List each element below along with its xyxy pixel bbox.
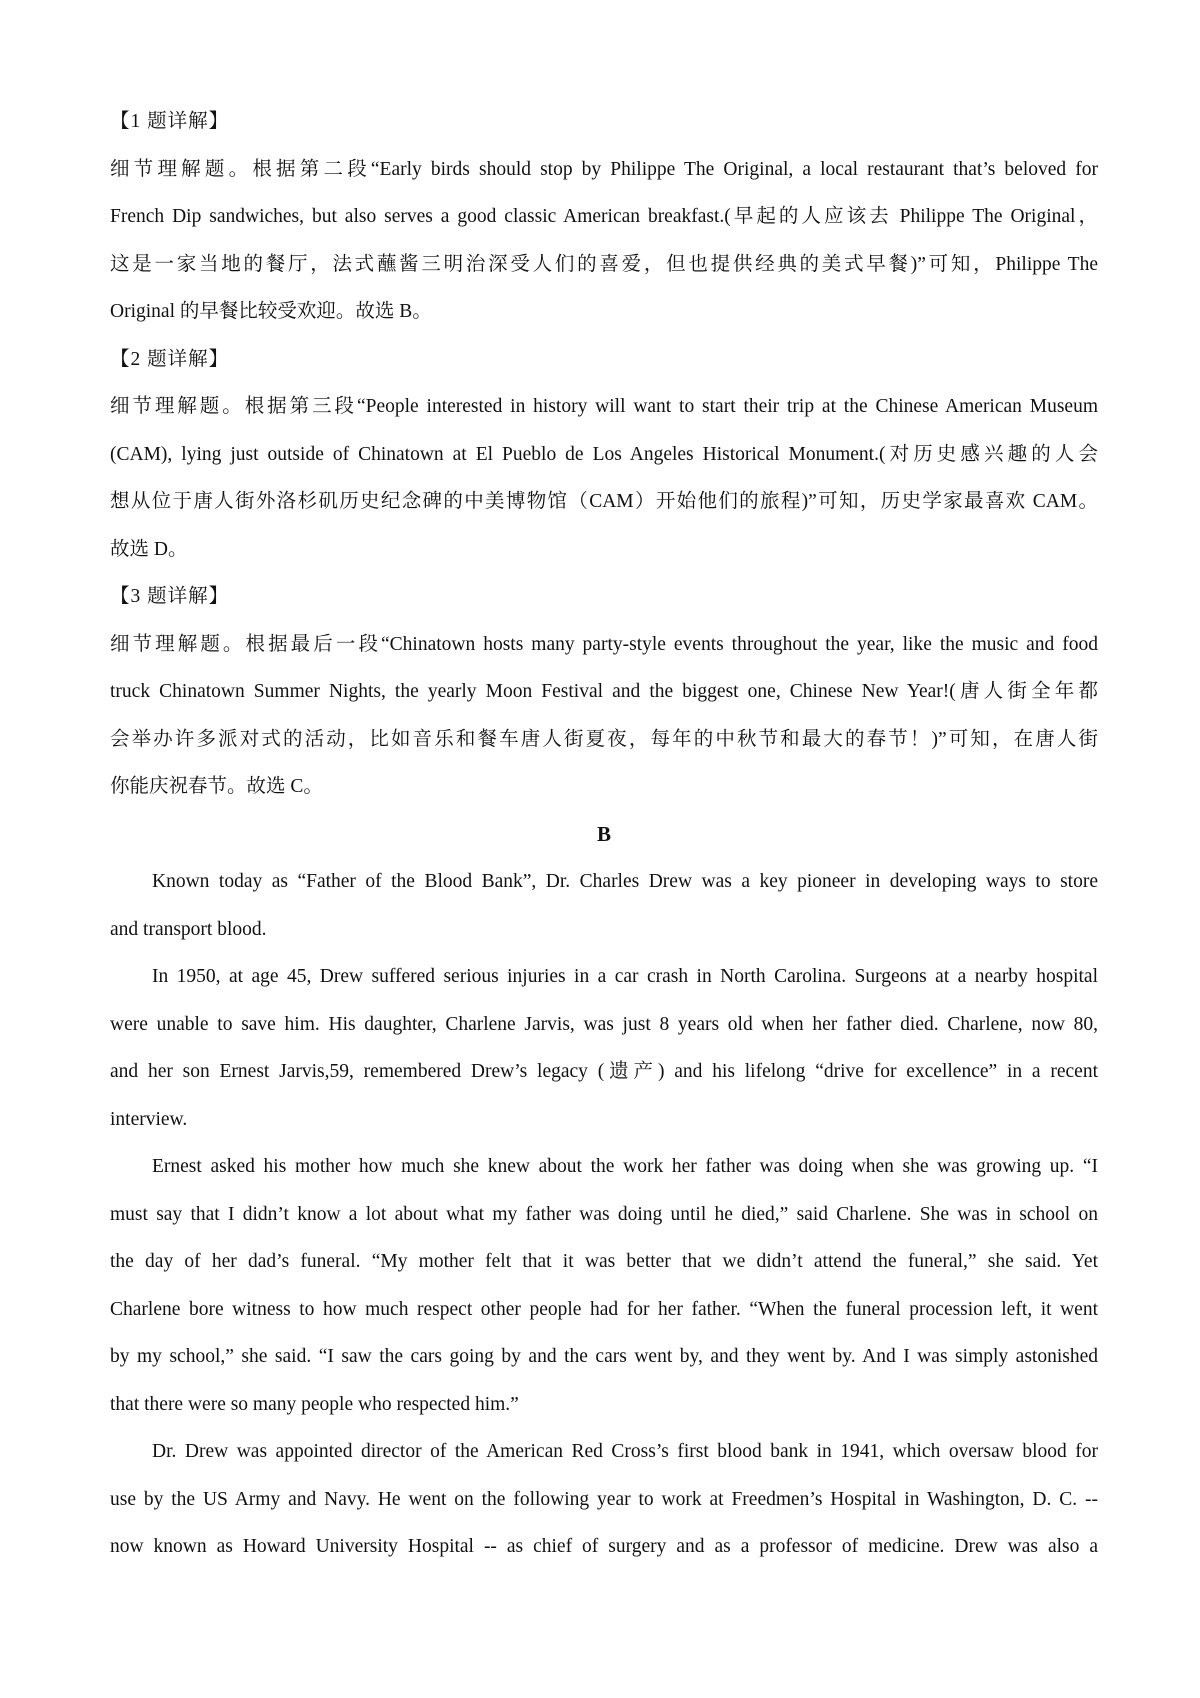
paragraph-line: Dr. Drew was appointed director of the American Red Cross’s first blood bank in 1941, which oversaw blood for — [152, 1441, 1098, 1462]
paragraph-line: must say that I didn’t know a lot about what my father was doing until he died,” said Charlene. She was in school on — [110, 1203, 1098, 1225]
explanation-line: truck Chinatown Summer Nights, the yearly Moon Festival and the biggest one, Chinese New Year!(唐人街全年都 — [110, 681, 1098, 702]
passage-paragraph-4 — [110, 1428, 1098, 1571]
paragraph-line: now known as Howard University Hospital -- as chief of surgery and as a professor of medicine. Drew was also a — [110, 1536, 1098, 1557]
passage-paragraph-1 — [110, 858, 1098, 953]
paragraph-line: by my school,” she said. “I saw the cars going by and the cars went by, and they went by. And I was simply astonished — [110, 1346, 1098, 1367]
explanation-3 — [110, 573, 1098, 811]
explanation-heading: 【2 题详解】 — [110, 348, 230, 370]
paragraph-line: interview. — [110, 1108, 188, 1130]
paragraph-line: that there were so many people who respected him.” — [110, 1393, 519, 1415]
explanation-line: 想从位于唐人街外洛杉矶历史纪念碑的中美博物馆（CAM）开始他们的旅程)”可知，历史学家最喜欢 CAM。 — [110, 491, 1098, 512]
paragraph-line: the day of her dad’s funeral. “My mother felt that it was better that we didn’t attend the funeral,” she said. Yet — [110, 1251, 1098, 1272]
explanation-line: (CAM), lying just outside of Chinatown at El Pueblo de Los Angeles Historical Monument.(对历史感兴趣的人会 — [110, 443, 1098, 465]
paragraph-line: Charlene bore witness to how much respect other people had for her father. “When the funeral procession left, it went — [110, 1298, 1098, 1320]
explanation-line: 细节理解题。根据第三段“People interested in history will want to start their trip at the Chinese American Museum — [110, 396, 1098, 417]
passage-title: B — [596, 821, 611, 846]
explanation-line: French Dip sandwiches, but also serves a good classic American breakfast.(早起的人应该去 Philippe The Original， — [110, 206, 1098, 227]
explanation-line: 故选 D。 — [110, 538, 188, 560]
explanation-heading: 【3 题详解】 — [110, 586, 230, 607]
explanation-line: 会举办许多派对式的活动，比如音乐和餐车唐人街夏夜，每年的中秋节和最大的春节！)”可知，在唐人街 — [110, 728, 1098, 750]
passage-paragraph-2 — [110, 953, 1098, 1143]
explanation-2 — [110, 336, 1098, 574]
paragraph-line: use by the US Army and Navy. He went on the following year to work at Freedmen’s Hospital in Washington, D. C. -- — [110, 1488, 1098, 1510]
paragraph-line: were unable to save him. His daughter, Charlene Jarvis, was just 8 years old when her father died. Charlene, now 80, — [110, 1013, 1098, 1035]
explanation-line: 这是一家当地的餐厅，法式蘸酱三明治深受人们的喜爱，但也提供经典的美式早餐)”可知，Philippe The — [110, 253, 1098, 275]
explanation-line: 细节理解题。根据最后一段“Chinatown hosts many party-style events throughout the year, like the music and food — [110, 633, 1098, 655]
paragraph-line: Ernest asked his mother how much she knew about the work her father was doing when she was growing up. “I — [152, 1156, 1098, 1177]
paragraph-line: Known today as “Father of the Blood Bank”, Dr. Charles Drew was a key pioneer in developing ways to store — [152, 871, 1098, 892]
explanation-1 — [110, 98, 1098, 336]
explanation-line: Original 的早餐比较受欢迎。故选 B。 — [110, 301, 432, 322]
paragraph-line: In 1950, at age 45, Drew suffered serious injuries in a car crash in North Carolina. Surgeons at a nearby hospital — [152, 966, 1098, 987]
paragraph-line: and her son Ernest Jarvis,59, remembered Drew’s legacy (遗产) and his lifelong “drive for excellence” in a recent — [110, 1061, 1098, 1082]
explanation-line: 细节理解题。根据第二段“Early birds should stop by Philippe The Original, a local restaurant that’s beloved for — [110, 158, 1098, 180]
paragraph-line: and transport blood. — [110, 918, 267, 940]
explanation-line: 你能庆祝春节。故选 C。 — [110, 776, 323, 797]
passage-paragraph-3 — [110, 1143, 1098, 1428]
explanation-heading: 【1 题详解】 — [110, 111, 230, 132]
